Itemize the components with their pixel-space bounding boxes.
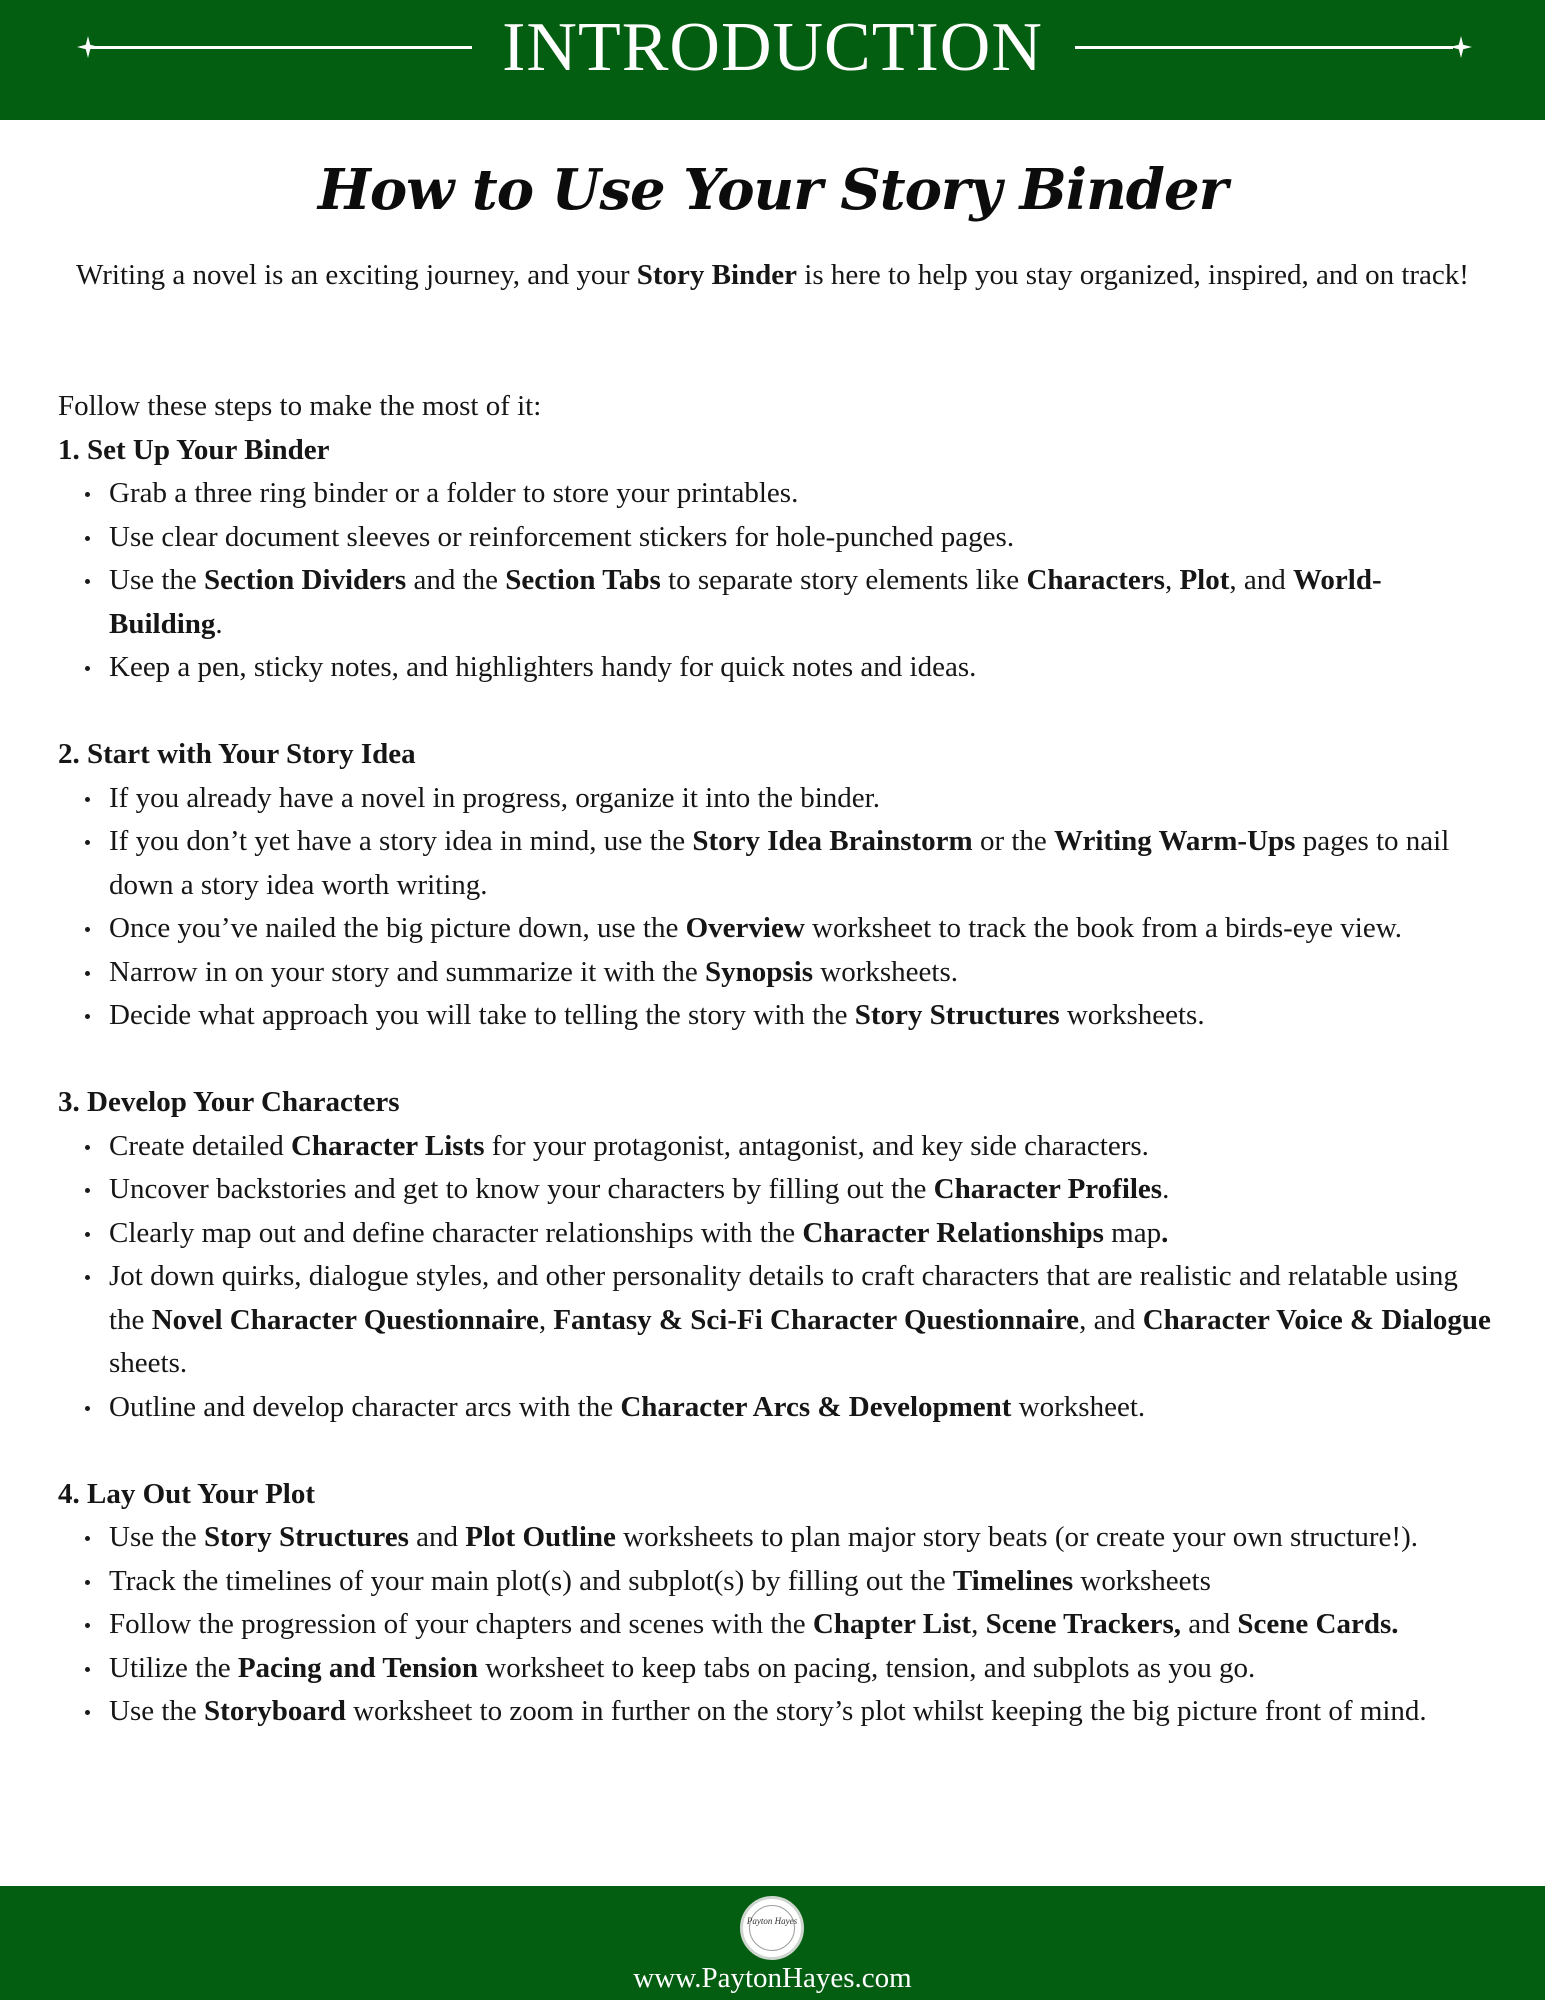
bullet-icon [85,927,90,932]
bullet-list [58,1516,1493,1734]
text-run: Writing a novel is an exciting journey, and your [76,259,637,291]
list-item [58,907,1493,951]
text-run: Clearly map out and define character relationships with the [109,1216,803,1249]
bullet-icon [85,1710,90,1715]
bullet-icon [85,971,90,976]
text-run: If you don’t yet have a story idea in mind, use the [109,825,693,857]
list-item [58,1690,1493,1734]
bold-text-run: Characters [1026,564,1165,596]
bold-text-run: Character Voice & Dialogue [1142,1303,1491,1336]
bold-text-run: Story Structures [204,1521,409,1553]
steps-lead-text: Follow these steps to make the most of it: [58,390,542,422]
step-section [58,1081,1493,1429]
bold-text-run: Plot [1179,564,1230,596]
bold-text-run: Writing Warm-Ups [1054,825,1296,857]
text-run: sheets. [109,1347,188,1379]
bold-text-run: Character Relationships [802,1216,1104,1249]
bold-text-run: Fantasy & Sci-Fi Character Questionnaire [553,1303,1080,1336]
bold-text-run: Scene Trackers, [985,1608,1182,1640]
bold-text-run: Overview [685,912,805,944]
text-run: worksheets. [813,955,958,988]
text-run: to separate story elements like [660,564,1027,596]
list-item [58,1603,1493,1647]
text-run: , [971,1608,986,1640]
text-run: , and [1079,1303,1143,1336]
bold-text-run: Synopsis [705,955,814,988]
text-run: worksheets [1073,1564,1211,1597]
list-item [58,1168,1493,1212]
text-run: If you already have a novel in progress, organize it into the binder. [109,781,880,814]
bold-text-run: Story Structures [854,999,1060,1031]
step-section [58,733,1493,1038]
text-run: worksheet. [1011,1390,1146,1423]
list-item [58,777,1493,821]
bullet-icon [85,1275,90,1280]
author-logo[interactable] [740,1896,804,1960]
bullet-icon [85,1188,90,1193]
text-run: and [408,1521,466,1553]
text-run: Uncover backstories and get to know your characters by filling out the [109,1173,934,1205]
text-run: is here to help you stay organized, inspired, and on track! [797,259,1469,291]
header-banner [0,0,1545,120]
text-run: Utilize the [109,1651,238,1684]
text-run: Narrow in on your story and summarize it with the [109,955,705,988]
bullet-icon [85,1580,90,1585]
intro-paragraph [70,253,1475,297]
bullet-icon [85,1536,90,1541]
bullet-icon [85,1406,90,1411]
bullet-icon [85,536,90,541]
text-run: Follow the progression of your chapters and scenes with the [109,1608,813,1640]
bold-text-run: Section Tabs [505,564,661,596]
bold-text-run: Scene Cards. [1237,1608,1399,1640]
text-run: , [538,1303,554,1336]
list-item [58,1647,1493,1691]
text-run: worksheet to track the book from a birds-eye view. [804,912,1403,944]
bold-text-run: Story Binder [636,259,798,291]
list-item [58,646,1493,690]
list-item [58,1255,1493,1386]
text-run: and [1181,1608,1238,1640]
section-heading: 1. Set Up Your Binder [58,433,330,466]
page-title: How to Use Your Story Binder [317,157,1228,223]
bold-text-run: Pacing and Tension [237,1651,478,1684]
bold-text-run: Story Idea Brainstorm [692,825,973,857]
text-run: Outline and develop character arcs with the [109,1390,621,1423]
bullet-icon [85,1667,90,1672]
logo-ring [749,1905,795,1951]
list-item [58,472,1493,516]
list-item [58,1125,1493,1169]
text-run: and the [406,564,506,596]
text-run: Use clear document sleeves or reinforcement stickers for hole-punched pages. [109,520,1015,553]
footer-banner [0,1886,1545,2000]
text-run: Decide what approach you will take to telling the story with the [109,999,855,1031]
text-run: Keep a pen, sticky notes, and highlighters handy for quick notes and ideas. [109,651,977,683]
bullet-icon [85,1014,90,1019]
bold-text-run: Section Dividers [204,564,407,596]
text-run: . [215,607,223,640]
text-run: worksheet to zoom in further on the story’s plot whilst keeping the big picture front of mind. [345,1695,1427,1727]
content [58,385,1493,1734]
text-run: Use the [109,1521,205,1553]
bold-text-run: Storyboard [204,1695,346,1727]
bullet-icon [85,666,90,671]
bold-text-run: Character Arcs & Development [620,1390,1012,1423]
bullet-icon [85,579,90,584]
section-heading: 3. Develop Your Characters [58,1086,400,1118]
list-item [58,951,1493,995]
website-link[interactable]: www.PaytonHayes.com [633,1962,912,1994]
bold-text-run: Plot Outline [465,1521,616,1553]
bullet-list [58,1125,1493,1430]
step-section [58,429,1493,690]
list-item [58,1560,1493,1604]
text-run: Use the [109,1695,205,1727]
list-item [58,1516,1493,1560]
text-run: Create detailed [109,1129,291,1162]
steps-list [58,429,1493,1734]
list-item [58,1212,1493,1256]
bold-text-run: Character Profiles [933,1173,1163,1205]
text-run: for your protagonist, antagonist, and key side characters. [484,1129,1149,1162]
bullet-icon [85,1145,90,1150]
bullet-list [58,777,1493,1038]
text-run: Once you’ve nailed the big picture down, use the [109,912,686,944]
header-title: INTRODUCTION [502,9,1043,86]
text-run: Use the [109,564,205,596]
text-run: map [1103,1216,1162,1249]
bold-text-run: Novel Character Questionnaire [151,1303,539,1336]
text-run: worksheets to plan major story beats (or create your own structure!). [615,1521,1418,1553]
bullet-icon [85,1232,90,1237]
section-heading: 2. Start with Your Story Idea [58,738,416,770]
list-item [58,1386,1493,1430]
text-run: Grab a three ring binder or a folder to store your printables. [109,477,799,509]
step-section [58,1473,1493,1734]
bold-text-run: Character Lists [290,1129,485,1162]
list-item [58,559,1493,646]
bullet-icon [85,797,90,802]
section-heading: 4. Lay Out Your Plot [58,1477,315,1510]
logo-text: Payton Hayes [746,1916,798,1926]
list-item [58,994,1493,1038]
bold-text-run: Chapter List [812,1608,972,1640]
text-run: , and [1229,564,1294,596]
text-run: or the [972,825,1055,857]
list-item [58,516,1493,560]
bold-text-run: World-Building [109,564,1382,640]
bullet-list [58,472,1493,690]
text-run: worksheet to keep tabs on pacing, tension, and subplots as you go. [478,1651,1256,1684]
bold-text-run: . [1161,1216,1169,1249]
text-run: Jot down quirks, dialogue styles, and other personality details to craft characters that are realistic and relatable using the [109,1260,1458,1336]
text-run: pages to nail down a story idea worth writing. [109,825,1450,901]
text-run: . [1162,1173,1170,1205]
text-run: , [1164,564,1180,596]
bullet-icon [85,840,90,845]
text-run: Track the timelines of your main plot(s) and subplot(s) by filling out the [109,1564,953,1597]
bullet-icon [85,1623,90,1628]
bullet-icon [85,492,90,497]
text-run: worksheets. [1059,999,1205,1031]
bold-text-run: Timelines [952,1564,1074,1597]
list-item [58,820,1493,907]
